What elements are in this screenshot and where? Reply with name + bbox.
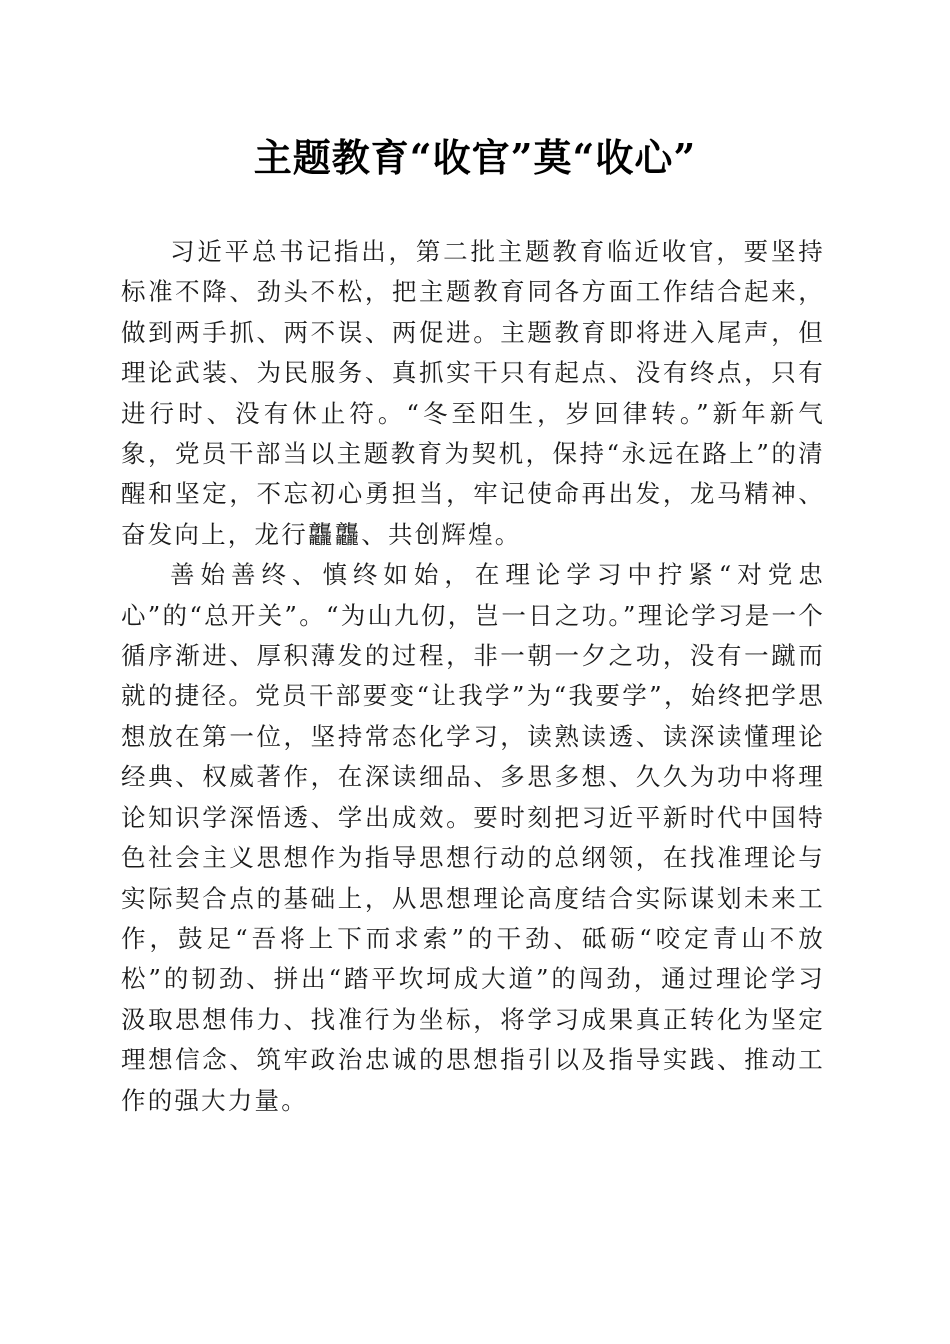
document-title: 主题教育“收官”莫“收心” bbox=[253, 135, 697, 180]
document-body bbox=[121, 232, 825, 1121]
paragraph-2: 善始善终、慎终如始，在理论学习中拧紧“对党忠心”的“总开关”。“为山九仞，岂一日之功。”理论学习是一个循序渐进、厚积薄发的过程，非一朝一夕之功，没有一蹴而就的捷径。党员干部要变“让我学”为“我要学”，始终把学思想放在第一位，坚持常态化学习，读熟读透、读深读懂理论经典、权威著作，在深读细品、多思多想、久久为功中将理论知识学深悟透、学出成效。要时刻把习近平新时代中国特色社会主义思想作为指导思想行动的总纲领，在找准理论与实际契合点的基础上，从思想理论高度结合实际谋划未来工作，鼓足“吾将上下而求索”的干劲、砥砺“咬定青山不放松”的韧劲、拼出“踏平坎坷成大道”的闯劲，通过理论学习汲取思想伟力、找准行为坐标，将学习成果真正转化为坚定理想信念、筑牢政治忠诚的思想指引以及指导实践、推动工作的强大力量。 bbox=[121, 560, 825, 1115]
paragraph-1: 习近平总书记指出，第二批主题教育临近收官，要坚持标准不降、劲头不松，把主题教育同各方面工作结合起来，做到两手抓、两不误、两促进。主题教育即将进入尾声，但理论武装、为民服务、真抓实干只有起点、没有终点，只有进行时、没有休止符。“冬至阳生，岁回律转。”新年新气象，党员干部当以主题教育为契机，保持“永远在路上”的清醒和坚定，不忘初心勇担当，牢记使命再出发，龙马精神、奋发向上，龙行龘龘、共创辉煌。 bbox=[121, 237, 825, 549]
